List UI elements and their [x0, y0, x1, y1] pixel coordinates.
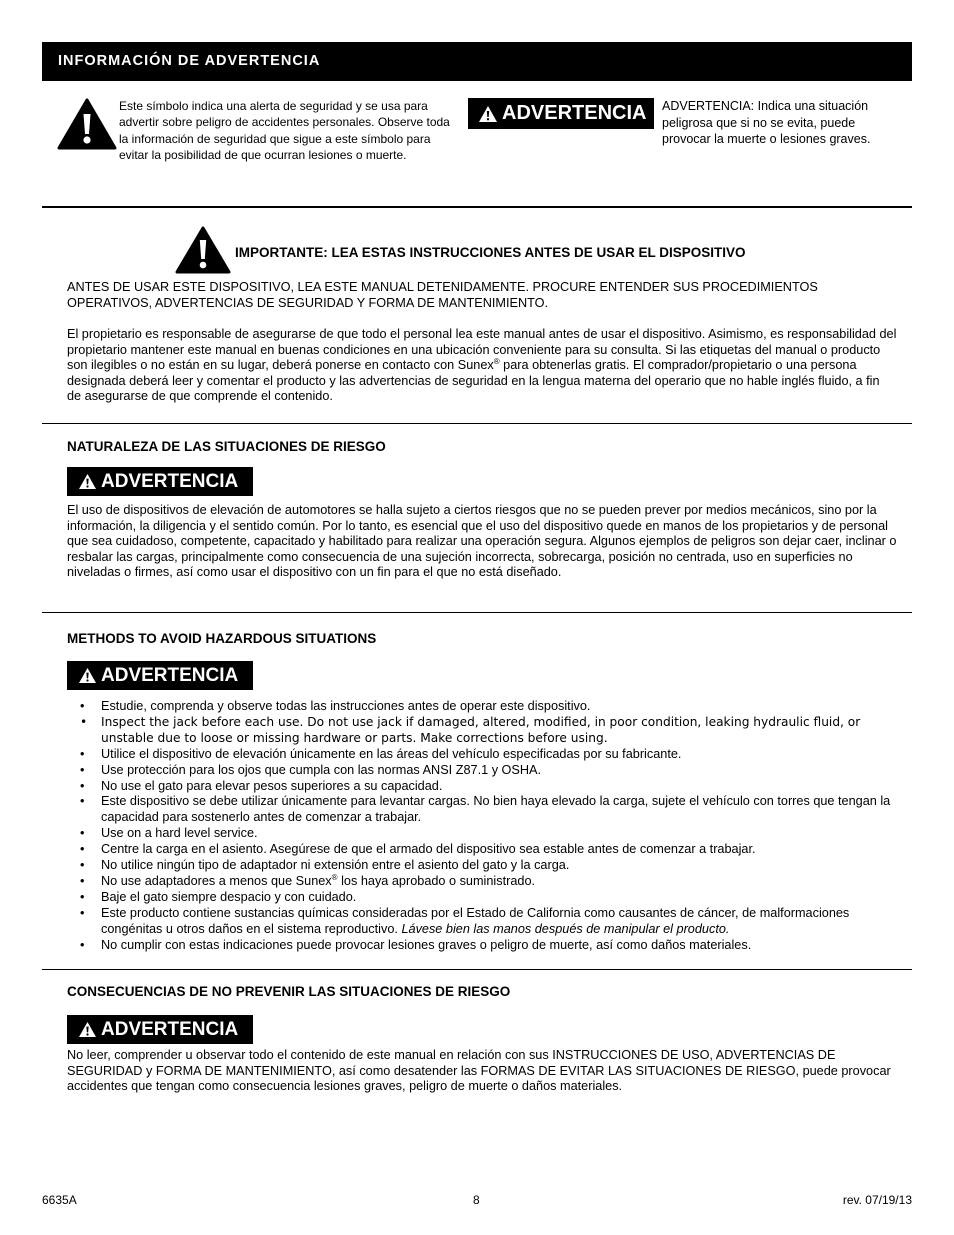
- list-item: [67, 874, 902, 890]
- paragraph-text: El propietario es responsable de asegurarse de que todo el personal lea este manual antes de usar el dispositivo. Asimismo, es responsabilidad del propietario mantener este manual en buenas condiciones en una ubicación conveniente para su consulta. Si las etiquetas del manual o producto son ilegibles o no están en su lugar, deberá ponerse en contacto con Sunex: [67, 327, 897, 373]
- list-item-text: Centre la carga en el asiento. Asegúrese de que el armado del dispositivo sea estable antes de comenzar a trabajar.: [101, 842, 756, 857]
- warning-triangle-icon: [78, 473, 97, 490]
- list-item-text: Estudie, comprenda y observe todas las instrucciones antes de operar este dispositivo.: [101, 699, 591, 713]
- advertencia-text: ADVERTENCIA: [101, 664, 239, 686]
- warning-triangle-icon: [78, 1021, 97, 1038]
- header-title: INFORMACIÓN DE ADVERTENCIA: [58, 53, 321, 69]
- warning-triangle-icon: [478, 105, 498, 123]
- list-item: [67, 890, 902, 906]
- advertencia-text: ADVERTENCIA: [101, 1018, 239, 1040]
- list-item-text: Utilice el dispositivo de elevación únicamente en las áreas del vehículo especificadas por su fabricante.: [101, 746, 682, 761]
- list-item: [67, 763, 902, 779]
- warning-triangle-icon: [175, 226, 231, 274]
- list-item: [67, 715, 902, 747]
- bullet: •: [80, 905, 85, 920]
- bullet: •: [80, 794, 85, 809]
- list-item-text: No cumplir con estas indicaciones puede provocar lesiones graves o peligro de muerte, así como daños materiales.: [101, 937, 752, 952]
- list-item: [67, 842, 902, 858]
- paragraph-text: para obtenerlas gratis. El comprador/propietario o una persona designada deberá leer y comentar el producto y las advertencias de seguridad en la lengua materna del operario que no hable inglés fluido, a fin de asegurarse de que comprende el contenido.: [67, 358, 880, 404]
- warning-triangle-icon: [78, 667, 97, 684]
- section-title-consecuencias: CONSECUENCIAS DE NO PREVENIR LAS SITUACIONES DE RIESGO: [67, 984, 511, 999]
- list-item-text: Este producto contiene sustancias químicas consideradas por el Estado de California como causantes de cáncer, de malformaciones congénitas u otros daños en el sistema reproductivo.: [101, 905, 850, 936]
- footer-revision: rev. 07/19/13: [842, 1193, 912, 1207]
- important-paragraph-2: [67, 327, 897, 405]
- divider: [42, 969, 912, 970]
- bullet: •: [80, 937, 85, 952]
- divider: [42, 206, 912, 208]
- advertencia-label: [67, 661, 253, 690]
- list-item-emphasis: Lávese bien las manos después de manipular el producto.: [401, 921, 730, 936]
- list-item: [67, 938, 902, 954]
- advertencia-label-top: [468, 98, 654, 129]
- list-item-text: Este dispositivo se debe utilizar únicamente para levantar cargas. No bien haya elevado la carga, sujete el vehículo con torres que tengan la capacidad para sostenerlo antes de comenzar a trabajar.: [101, 794, 891, 825]
- list-item-text: Use on a hard level service.: [101, 826, 258, 841]
- section-title-naturaleza: NATURALEZA DE LAS SITUACIONES DE RIESGO: [67, 439, 386, 454]
- safety-bullet-list: [67, 699, 902, 954]
- advertencia-text: ADVERTENCIA: [502, 102, 647, 124]
- advertencia-definition: ADVERTENCIA: Indica una situación peligrosa que si no se evita, puede provocar la muerte o lesiones graves.: [662, 99, 871, 146]
- header-bar: [42, 42, 912, 81]
- footer-page-number: 8: [473, 1193, 480, 1207]
- section-title-methods: METHODS TO AVOID HAZARDOUS SITUATIONS: [67, 631, 377, 646]
- registered-mark: ®: [493, 357, 500, 367]
- bullet: •: [80, 699, 85, 713]
- bullet: •: [80, 858, 85, 873]
- important-paragraph-1: ANTES DE USAR ESTE DISPOSITIVO, LEA ESTE MANUAL DETENIDAMENTE. PROCURE ENTENDER SUS PROCEDIMIENTOS OPERATIVOS, ADVERTENCIAS DE SEGURIDAD Y FORMA DE MANTENIMIENTO.: [67, 280, 818, 310]
- important-title: IMPORTANTE: LEA ESTAS INSTRUCCIONES ANTES DE USAR EL DISPOSITIVO: [235, 245, 746, 260]
- list-item-text: Inspect the jack before each use. Do not use jack if damaged, altered, modified, in poor condition, leaking hydraulic fluid, or unstable due to loose or missing hardware or parts. Make corrections before using.: [101, 714, 861, 745]
- list-item-text: No use adaptadores a menos que Sunex: [101, 873, 332, 888]
- list-item-text: No use el gato para elevar pesos superiores a su capacidad.: [101, 778, 443, 793]
- bullet: •: [80, 746, 85, 761]
- list-item-text: Use protección para los ojos que cumpla con las normas ANSI Z87.1 y OSHA.: [101, 762, 542, 777]
- advertencia-label: [67, 1015, 253, 1044]
- registered-mark: ®: [331, 872, 338, 882]
- list-item-text: los haya aprobado o suministrado.: [337, 873, 536, 888]
- bullet: •: [80, 778, 85, 793]
- list-item: [67, 858, 902, 874]
- warning-symbol-description: Este símbolo indica una alerta de seguridad y se usa para advertir sobre peligro de accidentes personales. Observe toda la información de seguridad que sigue a este símbolo para evitar la posibilidad de que ocurran lesiones o muerte.: [119, 99, 450, 162]
- bullet: •: [80, 826, 85, 841]
- list-item: [67, 794, 902, 826]
- list-item: [67, 779, 902, 795]
- divider: [42, 423, 912, 424]
- section1-body: El uso de dispositivos de elevación de automotores se halla sujeto a ciertos riesgos que no se pueden prever por medios mecánicos, sino por la información, la diligencia y el sentido común. Por lo tanto, es esencial que el uso del dispositivo quede en manos de los propietarios y de personal que sea cuidadoso, competente, capacitado y habilitado para realizar una operación segura. Algunos ejemplos de peligros son dejar caer, inclinar o resbalar las cargas, principalmente como consecuencia de una sujeción incorrecta, sobrecarga, posición no centrada, uso en superficies no niveladas o firmes, así como usar el dispositivo con un fin para el que no está diseñado.: [67, 503, 897, 580]
- bullet: •: [80, 873, 85, 888]
- advertencia-label: [67, 467, 253, 496]
- list-item: [67, 906, 902, 938]
- bullet: •: [80, 889, 85, 904]
- warning-triangle-icon: [57, 98, 117, 150]
- footer-model: 6635A: [42, 1193, 77, 1207]
- bullet: •: [80, 762, 85, 777]
- divider: [42, 612, 912, 613]
- list-item: [67, 699, 902, 715]
- bullet: •: [80, 842, 85, 857]
- list-item-text: No utilice ningún tipo de adaptador ni extensión entre el asiento del gato y la carga.: [101, 858, 570, 873]
- advertencia-text: ADVERTENCIA: [101, 470, 239, 492]
- bullet: •: [80, 714, 88, 729]
- list-item-text: Baje el gato siempre despacio y con cuidado.: [101, 889, 357, 904]
- section3-body: No leer, comprender u observar todo el contenido de este manual en relación con sus INSTRUCCIONES DE USO, ADVERTENCIAS DE SEGURIDAD y FORMA DE MANTENIMIENTO, así como desatender las FORMAS DE EVITAR LAS SITUACIONES DE RIESGO, puede provocar accidentes que tengan como consecuencia lesiones graves, peligro de muerte o daños materiales.: [67, 1048, 891, 1094]
- list-item: [67, 747, 902, 763]
- list-item: [67, 826, 902, 842]
